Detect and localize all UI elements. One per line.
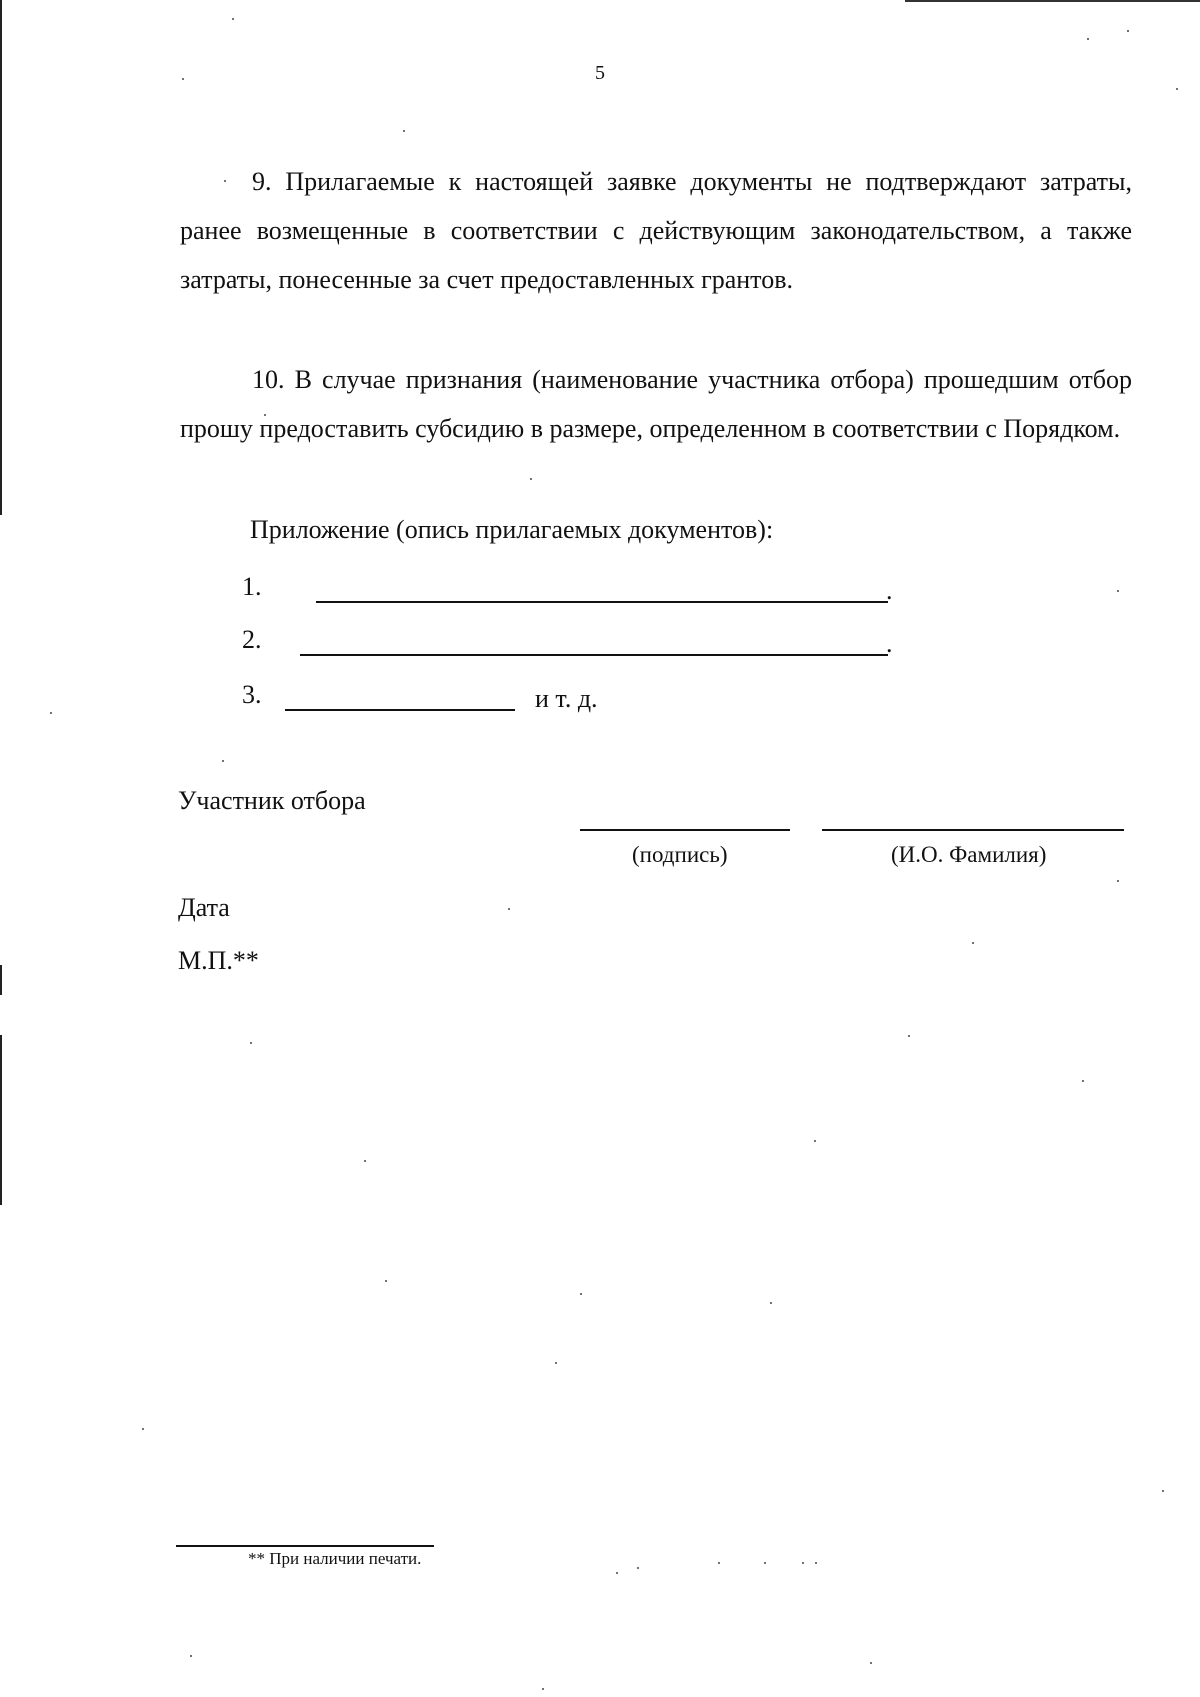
scan-speck: [580, 1293, 582, 1295]
scan-speck: [508, 908, 510, 910]
scan-speck: [1127, 30, 1129, 32]
attachment-item-end: и т. д.: [535, 684, 598, 713]
scan-speck: [1087, 38, 1089, 40]
attachment-item-number: 3.: [242, 680, 262, 709]
scan-speck: [555, 1362, 557, 1364]
scan-speck: [1117, 590, 1119, 592]
participant-label: Участник отбора: [178, 786, 366, 815]
stamp-label: М.П.**: [178, 946, 259, 975]
attachment-2-blank-line: [300, 654, 888, 656]
paragraph-10: [180, 355, 1132, 453]
scan-edge-top: [905, 0, 1200, 2]
scan-edge-left-mid: [0, 965, 2, 995]
attachment-item-end: .: [886, 576, 893, 605]
scan-speck: [222, 760, 224, 762]
scan-speck: [814, 1140, 816, 1142]
footnote-text: ** При наличии печати.: [248, 1549, 422, 1568]
scan-speck: [616, 1572, 618, 1574]
attachment-list-title: Приложение (опись прилагаемых документов):: [250, 515, 774, 544]
scan-speck: [530, 478, 532, 480]
scan-edge-left-lower: [0, 1035, 2, 1205]
scan-speck: [908, 1035, 910, 1037]
scan-speck: [1082, 1080, 1084, 1082]
date-label: Дата: [178, 893, 230, 922]
paragraph-10-text: 10. В случае признания (наименование участника отбора) прошедшим отбор прошу предоставить субсидию в размере, определенном в соответствии с Порядком.: [180, 365, 1132, 443]
attachment-item-number: 2.: [242, 625, 262, 654]
attachment-1-blank-line: [316, 601, 888, 603]
paragraph-9-text: 9. Прилагаемые к настоящей заявке документы не подтверждают затраты, ранее возмещенные в соответствии с действующим законодательством, а также затраты, понесенные за счет предоставленных грантов.: [180, 167, 1132, 294]
signature-caption: (подпись): [632, 842, 728, 867]
scan-speck: [250, 1042, 252, 1044]
scan-speck: [770, 1302, 772, 1304]
scan-speck: [1176, 88, 1178, 90]
scan-speck: [637, 1567, 639, 1569]
signature-line: [580, 829, 790, 831]
footnote-separator: [176, 1545, 434, 1547]
attachment-item-end: .: [886, 629, 893, 658]
scan-speck: [802, 1562, 804, 1564]
attachment-item-number: 1.: [242, 572, 262, 601]
name-line: [822, 829, 1124, 831]
scan-speck: [1162, 1490, 1164, 1492]
paragraph-9: [180, 157, 1132, 304]
scan-speck: [1117, 880, 1119, 882]
scan-speck: [870, 1662, 872, 1664]
scan-speck: [364, 1160, 366, 1162]
scan-speck: [190, 1655, 192, 1657]
scan-speck: [972, 942, 974, 944]
scan-speck: [385, 1280, 387, 1282]
scan-speck: [542, 1688, 544, 1690]
scan-speck: [232, 18, 234, 20]
scan-speck: [815, 1562, 817, 1564]
name-caption: (И.О. Фамилия): [891, 842, 1047, 867]
scan-speck: [718, 1562, 720, 1564]
scan-speck: [403, 130, 405, 132]
page-number: 5: [595, 62, 605, 84]
scan-speck: [764, 1562, 766, 1564]
scan-speck: [142, 1428, 144, 1430]
attachment-3-blank-line: [285, 709, 515, 711]
scan-speck: [50, 712, 52, 714]
